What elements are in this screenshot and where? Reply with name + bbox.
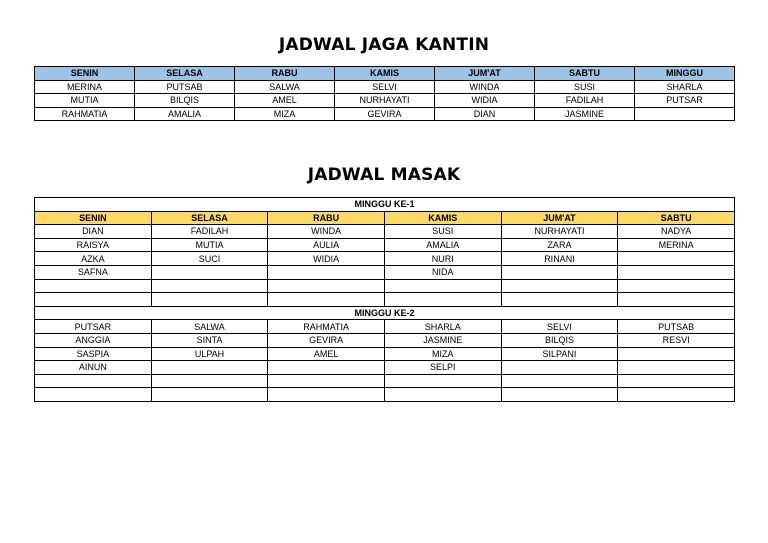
table-cell <box>501 293 618 307</box>
kantin-day-header: SENIN <box>35 67 135 81</box>
table-row <box>35 347 735 361</box>
table-cell: MERINA <box>618 238 735 252</box>
table-cell <box>268 374 385 388</box>
table-cell: MUTIA <box>151 238 268 252</box>
table-cell <box>618 265 735 279</box>
table-cell <box>268 265 385 279</box>
masak-day-header: RABU <box>268 211 385 225</box>
masak-day-header: JUM'AT <box>501 211 618 225</box>
week-label: MINGGU KE-2 <box>35 306 735 320</box>
table-row <box>35 388 735 402</box>
kantin-day-header: RABU <box>235 67 335 81</box>
week-label-row <box>35 198 735 212</box>
table-cell <box>501 374 618 388</box>
table-cell <box>384 279 501 293</box>
table-cell: AMALIA <box>384 238 501 252</box>
table-cell <box>618 293 735 307</box>
table-cell: AZKA <box>35 252 152 266</box>
table-cell <box>268 388 385 402</box>
kantin-day-header: KAMIS <box>335 67 435 81</box>
table-cell: NURHAYATI <box>335 94 435 108</box>
table-cell: PUTSAR <box>635 94 735 108</box>
table-cell: AMEL <box>268 347 385 361</box>
table-cell: AMALIA <box>135 107 235 121</box>
table-cell: SUCI <box>151 252 268 266</box>
table-cell: MIZA <box>235 107 335 121</box>
table-cell <box>151 374 268 388</box>
table-cell: WINDA <box>268 225 385 239</box>
table-cell <box>635 107 735 121</box>
table-cell <box>384 374 501 388</box>
table-cell: ANGGIA <box>35 333 152 347</box>
table-cell <box>501 279 618 293</box>
table-row <box>35 361 735 375</box>
table-cell: GEVIRA <box>335 107 435 121</box>
table-cell: SALWA <box>151 320 268 334</box>
table-cell: RINANI <box>501 252 618 266</box>
table-cell <box>268 279 385 293</box>
kantin-header-row <box>35 67 735 81</box>
table-row <box>35 107 735 121</box>
table-cell: JASMINE <box>384 333 501 347</box>
table-cell: DIAN <box>35 225 152 239</box>
kantin-day-header: MINGGU <box>635 67 735 81</box>
table-row <box>35 320 735 334</box>
table-cell: FADILAH <box>535 94 635 108</box>
table-cell: AULIA <box>268 238 385 252</box>
table-cell: SELVI <box>335 80 435 94</box>
table-cell <box>501 388 618 402</box>
masak-day-header: KAMIS <box>384 211 501 225</box>
table-cell: ZARA <box>501 238 618 252</box>
table-cell: WIDIA <box>268 252 385 266</box>
table-cell <box>618 374 735 388</box>
kantin-day-header: SABTU <box>535 67 635 81</box>
table-cell <box>618 347 735 361</box>
table-row <box>35 265 735 279</box>
table-cell <box>618 361 735 375</box>
table-cell: ULPAH <box>151 347 268 361</box>
table-cell <box>268 361 385 375</box>
table-cell <box>501 361 618 375</box>
table-cell <box>268 293 385 307</box>
table-cell: RAHMATIA <box>35 107 135 121</box>
table-row <box>35 374 735 388</box>
week-label-row <box>35 306 735 320</box>
table-cell: NADYA <box>618 225 735 239</box>
table-row <box>35 279 735 293</box>
kantin-schedule-table <box>34 66 735 121</box>
table-cell: PUTSAR <box>35 320 152 334</box>
table-cell <box>151 388 268 402</box>
kantin-title: JADWAL JAGA KANTIN <box>278 35 490 55</box>
table-cell: GEVIRA <box>268 333 385 347</box>
table-cell: SUSI <box>535 80 635 94</box>
table-cell <box>618 279 735 293</box>
table-cell: SHARLA <box>384 320 501 334</box>
table-cell: MIZA <box>384 347 501 361</box>
table-cell: SINTA <box>151 333 268 347</box>
table-cell <box>151 293 268 307</box>
table-row <box>35 238 735 252</box>
week-label: MINGGU KE-1 <box>35 198 735 212</box>
table-cell: AMEL <box>235 94 335 108</box>
table-row <box>35 225 735 239</box>
table-cell: WINDA <box>435 80 535 94</box>
table-cell <box>618 388 735 402</box>
table-row <box>35 94 735 108</box>
table-cell <box>384 388 501 402</box>
table-cell: RAISYA <box>35 238 152 252</box>
table-cell: SILPANI <box>501 347 618 361</box>
table-cell <box>501 265 618 279</box>
table-cell: SALWA <box>235 80 335 94</box>
table-cell: SUSI <box>384 225 501 239</box>
masak-day-header: SELASA <box>151 211 268 225</box>
table-cell <box>384 293 501 307</box>
table-cell: AINUN <box>35 361 152 375</box>
table-cell: PUTSAB <box>618 320 735 334</box>
table-row <box>35 252 735 266</box>
table-cell: NIDA <box>384 265 501 279</box>
masak-title: JADWAL MASAK <box>307 165 461 185</box>
table-cell: SASPIA <box>35 347 152 361</box>
table-cell: NURI <box>384 252 501 266</box>
table-cell: WIDIA <box>435 94 535 108</box>
table-row <box>35 80 735 94</box>
table-cell: RESVI <box>618 333 735 347</box>
table-cell <box>151 279 268 293</box>
table-cell: BILQIS <box>501 333 618 347</box>
table-cell: SAFNA <box>35 265 152 279</box>
table-cell <box>151 265 268 279</box>
table-cell: PUTSAB <box>135 80 235 94</box>
table-cell: FADILAH <box>151 225 268 239</box>
table-cell: MERINA <box>35 80 135 94</box>
table-cell: SELVI <box>501 320 618 334</box>
masak-schedule-table <box>34 197 735 402</box>
table-cell: DIAN <box>435 107 535 121</box>
masak-header-row <box>35 211 735 225</box>
table-cell <box>35 374 152 388</box>
table-cell <box>151 361 268 375</box>
table-cell: SELPI <box>384 361 501 375</box>
table-cell: BILQIS <box>135 94 235 108</box>
table-cell: JASMINE <box>535 107 635 121</box>
table-cell <box>35 293 152 307</box>
table-cell: RAHMATIA <box>268 320 385 334</box>
table-cell <box>35 388 152 402</box>
kantin-day-header: JUM'AT <box>435 67 535 81</box>
table-cell: SHARLA <box>635 80 735 94</box>
masak-day-header: SABTU <box>618 211 735 225</box>
table-cell: NURHAYATI <box>501 225 618 239</box>
table-cell <box>618 252 735 266</box>
table-row <box>35 333 735 347</box>
masak-day-header: SENIN <box>35 211 152 225</box>
table-cell: MUTIA <box>35 94 135 108</box>
kantin-day-header: SELASA <box>135 67 235 81</box>
table-cell <box>35 279 152 293</box>
table-row <box>35 293 735 307</box>
